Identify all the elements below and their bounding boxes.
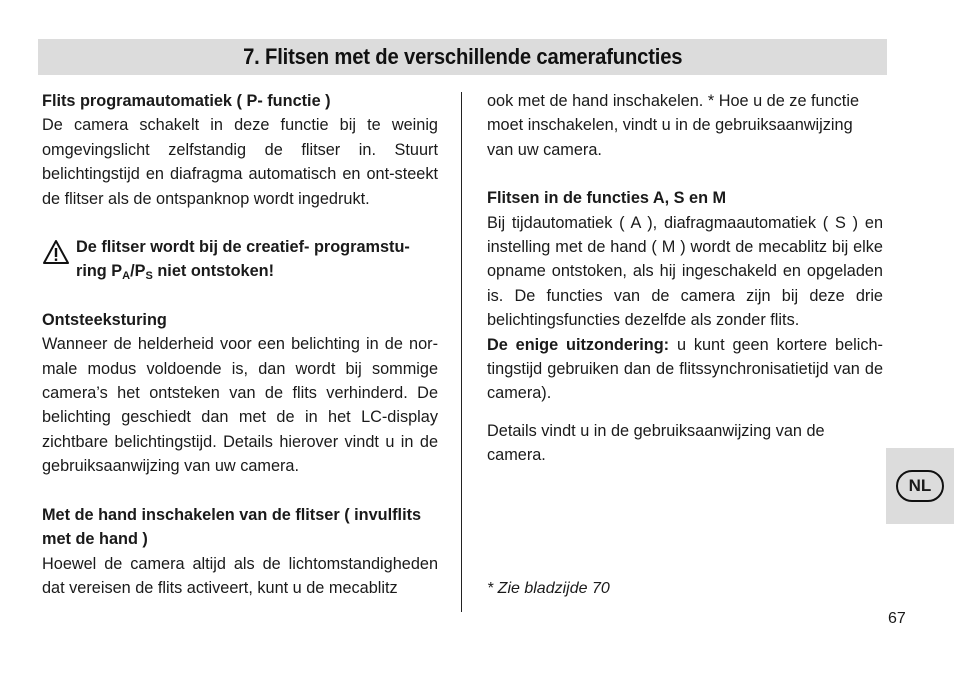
warning-block	[42, 235, 438, 284]
warning-ring-prefix: ring P	[76, 262, 123, 281]
warning-suffix: niet ontstoken!	[152, 262, 275, 281]
exception-label: De enige uitzondering:	[487, 335, 670, 354]
asm-exception	[487, 333, 883, 406]
warning-sub-s: S	[145, 270, 153, 283]
warning-slash-p: /P	[130, 262, 146, 281]
details-text: Details vindt u in de gebruiksaanwijzing van de camera.	[487, 421, 825, 465]
page-number: 67	[888, 610, 906, 627]
continuation-text: ook met de hand inschakelen. * Hoe u de ze functie moet inschakelen, vindt u in de gebruiksaanwijzing van uw camera.	[487, 92, 859, 159]
footnote: * Zie bladzijde 70	[487, 580, 610, 597]
p-mode-heading: Flits programautomatiek ( P- functie )	[42, 92, 331, 110]
language-badge: NL	[896, 470, 944, 502]
column-divider	[461, 92, 462, 612]
manual-heading: Met de hand inschakelen van de flitser ( invulflits met de hand )	[42, 505, 422, 549]
warning-text	[76, 235, 438, 284]
page-title: 7. Flitsen met de verschillende camerafuncties	[242, 44, 683, 69]
exception-text: u kunt geen kortere belich-tingstijd gebruiken dan de flitssynchronisatietijd van de camera).	[487, 335, 883, 403]
asm-heading: Flitsen in de functies A, S en M	[487, 189, 727, 208]
language-tab	[886, 448, 954, 524]
warning-triangle-icon	[42, 235, 76, 272]
trigger-heading: Ontsteeksturing	[42, 310, 167, 329]
asm-text: Bij tijdautomatiek ( A ), diafragmaautomatiek ( S ) en instelling met de hand ( M ) wordt de mecablitz bij elke opname ontstoken, als hij ingeschakeld en opgeladen is. De functies van de camera zijn bij deze drie belichtingsfuncties dezelfde als zonder flits.	[487, 213, 883, 330]
trigger-text: Wanneer de helderheid voor een belichting in de nor-male modus voldoende is, dan wordt bij sommige camera’s het ontsteken van de flits verhinderd. De belichting geschiedt dan met de in het LC-display zichtbare belichtingstijd. Details hierover vindt u in de gebruiksaanwijzing van uw camera.	[42, 335, 438, 476]
title-bar	[38, 39, 887, 75]
warning-sub-a: A	[122, 270, 131, 283]
p-mode-text: De camera schakelt in deze functie bij te weinig omgevingslicht zelfstandig de flitser in. Stuurt belichtingstijd en diafragma automatisch en ont-steekt de flitser als de ontspanknop wordt ingedrukt.	[42, 116, 438, 208]
left-column	[42, 89, 438, 600]
right-column	[487, 89, 883, 468]
manual-text: Hoewel de camera altijd als de lichtomstandigheden dat vereisen de flits activeert, kunt u de mecablitz	[42, 554, 438, 597]
warning-line-1: De flitser wordt bij de creatief- programstu-	[76, 238, 410, 257]
